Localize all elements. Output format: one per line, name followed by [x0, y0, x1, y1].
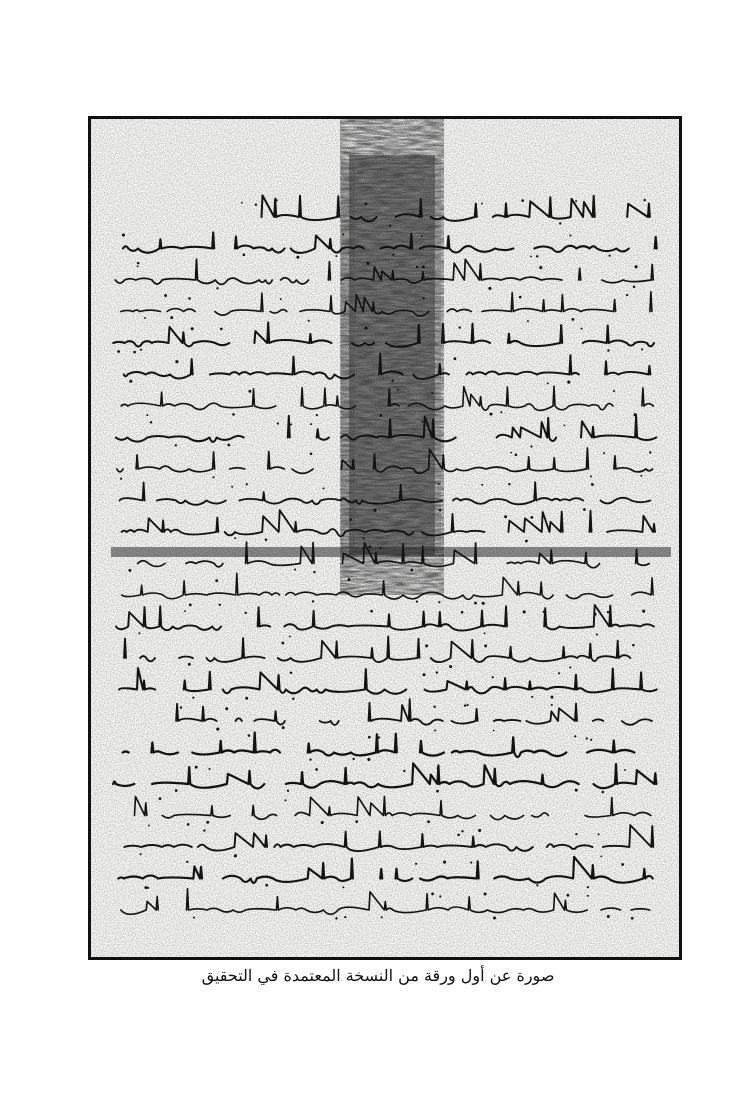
- figure-caption: صورة عن أول ورقة من النسخة المعتمدة في التحقيق: [201, 966, 555, 985]
- manuscript-page-image: [91, 119, 679, 957]
- manuscript-photo-frame: [88, 116, 682, 960]
